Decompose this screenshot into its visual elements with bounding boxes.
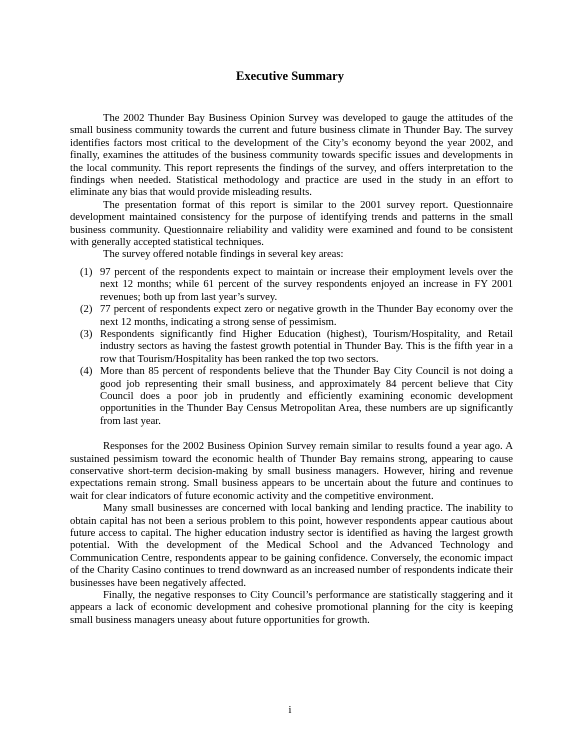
document-body <box>70 113 513 627</box>
finding-item <box>70 304 513 329</box>
finding-text: 77 percent of respondents expect zero or negative growth in the Thunder Bay economy over the next 12 months, indicating a strong sense of pessimism. <box>100 304 513 328</box>
intro-paragraph: The 2002 Thunder Bay Business Opinion Survey was developed to gauge the attitudes of the small business community towards the current and future business climate in Thunder Bay. The survey identifies factors most critical to the development of the City’s economy beyond the year 2002, and finally, examines the attitudes of the business community towards specific issues and developments in the local community. This report represents the findings of the survey, and offers interpretation to the findings when needed. Statistical methodology and practice are used in the study in an effort to eliminate any bias that would provide misleading results. <box>70 113 513 199</box>
finding-number: (2) <box>80 304 93 316</box>
page-number: i <box>288 705 292 716</box>
finding-number: (3) <box>80 328 93 340</box>
finding-text: Respondents significantly find Higher Education (highest), Tourism/Hospitality, and Retail industry sectors as having the fastest growth potential in Thunder Bay. This is the fifth year in a row that Tourism/Hospitality has been ranked the top two sectors. <box>100 328 513 365</box>
closing-paragraph: Many small businesses are concerned with local banking and lending practice. The inability to obtain capital has not been a serious problem to this point, however respondents appear cautious about future access to capital. The higher education industry sector is identified as having the largest growth potential. With the development of the Medical School and the Advanced Technology and Communication Centre, respondents appear to be gaining confidence. Conversely, the economic impact of the Charity Casino continues to trend downward as an increased number of respondents indicate their businesses have been negatively affected. <box>70 503 513 589</box>
finding-number: (1) <box>80 266 93 278</box>
closing-paragraph: Finally, the negative responses to City Council’s performance are statistically staggering and it appears a lack of economic development and cohesive promotional planning for the city is keeping small business managers uneasy about future opportunities for growth. <box>70 590 513 626</box>
finding-text: More than 85 percent of respondents believe that the Thunder Bay City Council is not doing a good job representing their small business, and approximately 84 percent believe that City Council does a poor job in prudently and efficiently examining economic development opportunities in the Thunder Bay Census Metropolitan Area, these numbers are up significantly from last year. <box>100 366 513 427</box>
section-spacer <box>70 428 513 441</box>
finding-text: 97 percent of the respondents expect to maintain or increase their employment levels over the next 12 months; while 61 percent of the survey respondents enjoyed an increase in FY 2001 revenues; both up from last year’s survey. <box>100 266 513 303</box>
finding-item <box>70 267 513 304</box>
finding-number: (4) <box>80 366 93 378</box>
finding-item <box>70 366 513 428</box>
closing-paragraph: Responses for the 2002 Business Opinion Survey remain similar to results found a year ago. A sustained pessimism toward the economic health of Thunder Bay remains strong, appearing to cause conservative short-term decision-making by small business managers. However, hiring and revenue expectations remain strong. Small business appears to be uncertain about the future and continues to wait for clear indicators of future economic activity and the competitive environment. <box>70 441 513 502</box>
findings-list <box>70 267 513 428</box>
finding-item <box>70 329 513 366</box>
intro-paragraph: The survey offered notable findings in several key areas: <box>103 249 344 261</box>
intro-paragraph: The presentation format of this report is similar to the 2001 survey report. Questionnaire development maintained consistency for the purpose of identifying trends and patterns in the small business community. Questionnaire reliability and validity were examined and found to be consistent with generally accepted statistical techniques. <box>70 199 513 249</box>
page-title: Executive Summary <box>236 69 344 83</box>
